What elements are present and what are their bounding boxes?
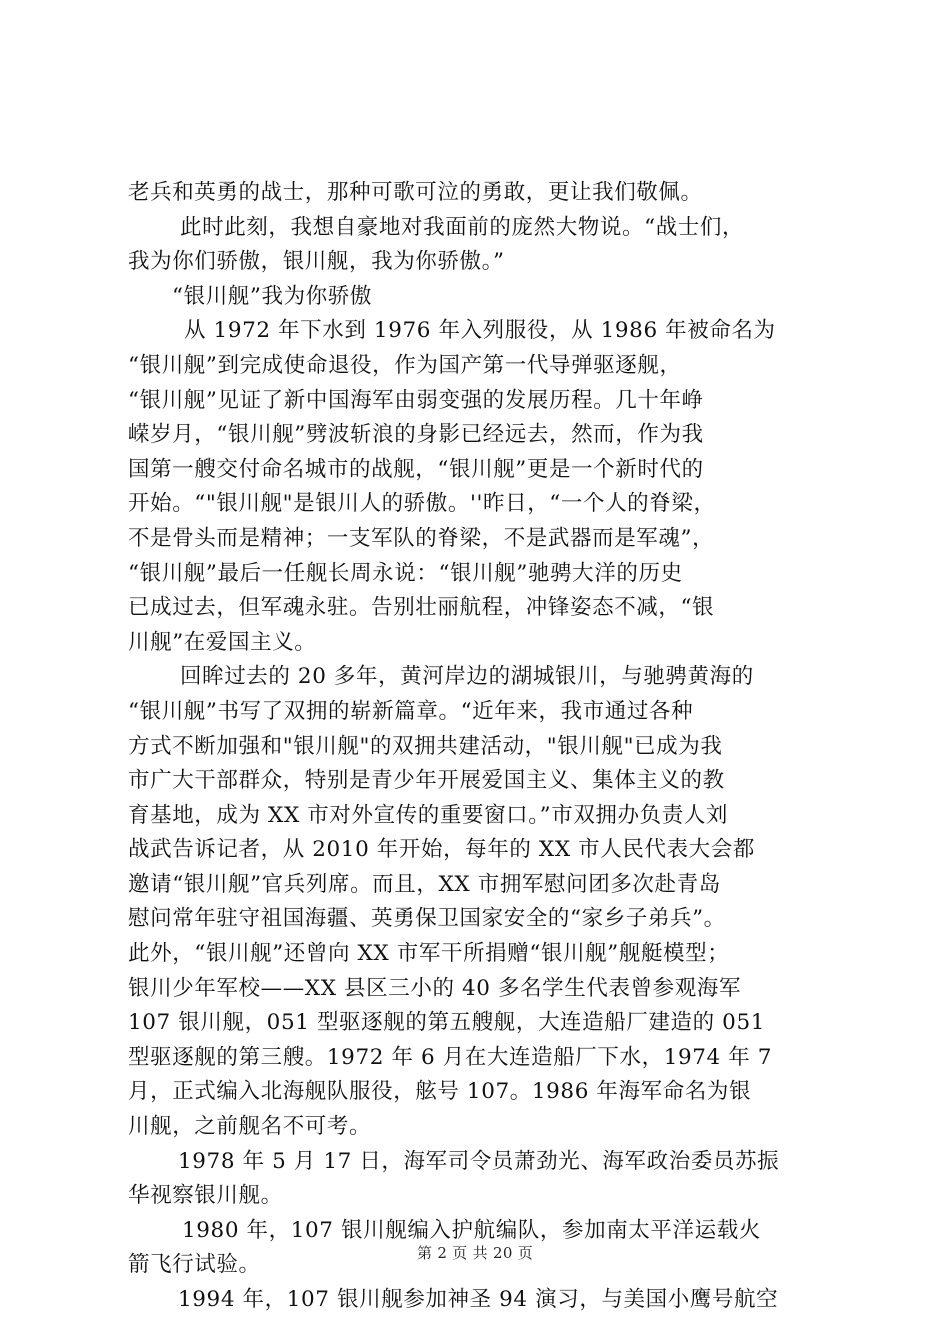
text-line: “银川舰”最后一任舰长周永说：“银川舰”驰骋大洋的历史 — [128, 560, 683, 586]
text-line: 1994 年，107 银川舰参加神圣 94 演习，与美国小鹰号航空 — [178, 1287, 779, 1312]
text-line: 国第一艘交付命名城市的战舰，“银川舰”更是一个新时代的 — [128, 456, 704, 482]
text-line: 方式不断加强和"银川舰"的双拥共建活动，"银川舰"已成为我 — [128, 733, 723, 759]
text-line: 1978 年 5 月 17 日，海军司令员萧劲光、海军政治委员苏振 — [178, 1148, 780, 1174]
text-line: 华视察银川舰。 — [128, 1183, 283, 1209]
text-line: 老兵和英勇的战士，那种可歌可泣的勇敢，更让我们敬佩。 — [128, 180, 703, 205]
text-line: 型驱逐舰的第三艘。1972 年 6 月在大连造船厂下水，1974 年 7 — [128, 1044, 773, 1070]
text-line: 慰问常年驻守祖国海疆、英勇保卫国家安全的“家乡子弟兵”。 — [128, 906, 726, 932]
text-line: 嵘岁月，“银川舰”劈波斩浪的身影已经远去，然而，作为我 — [128, 422, 704, 448]
text-line: 此外，“银川舰”还曾向 XX 市军干所捐赠“银川舰”舰艇模型； — [128, 941, 730, 967]
text-line: 107 银川舰，051 型驱逐舰的第五艘舰，大连造船厂建造的 051 — [128, 1010, 766, 1036]
text-line: 开始。“"银川舰"是银川人的骄傲。''昨日，“一个人的脊梁， — [128, 491, 716, 517]
text-line: 回眸过去的 20 多年，黄河岸边的湖城银川，与驰骋黄海的 — [180, 664, 754, 690]
text-line: “银川舰”到完成使命退役，作为国产第一代导弹驱逐舰， — [128, 352, 682, 378]
page-footer: 第 2 页 共 20 页 — [416, 1244, 534, 1262]
text-line: 箭飞行试验。 — [128, 1252, 261, 1278]
text-line: 川舰”在爱国主义。 — [128, 629, 317, 655]
text-line: 育基地，成为 XX 市对外宣传的重要窗口。”市双拥办负责人刘 — [128, 802, 729, 828]
document-body — [128, 176, 840, 1318]
text-line: 月，正式编入北海舰队服役，舷号 107。1986 年海军命名为银 — [128, 1079, 752, 1105]
text-line: 银川少年军校——XX 县区三小的 40 多名学生代表曾参观海军 — [128, 975, 742, 1001]
text-line: 邀请“银川舰”官兵列席。而且，XX 市拥军慰问团多次赴青岛 — [128, 871, 721, 897]
text-line: 战武告诉记者，从 2010 年开始，每年的 XX 市人民代表大会都 — [128, 837, 755, 863]
text-line: 1980 年，107 银川舰编入护航编队，参加南太平洋运载火 — [182, 1217, 761, 1243]
text-line: “银川舰”我为你骄傲 — [172, 283, 372, 309]
text-line: 川舰，之前舰名不可考。 — [128, 1114, 372, 1140]
text-line: 此时此刻，我想自豪地对我面前的庞然大物说。“战士们， — [180, 214, 745, 240]
text-line: 我为你们骄傲，银川舰，我为你骄傲。” — [128, 249, 505, 275]
text-line: 不是骨头而是精神；一支军队的脊梁，不是武器而是军魂”， — [128, 525, 715, 551]
text-line: “银川舰”见证了新中国海军由弱变强的发展历程。几十年峥 — [128, 387, 704, 413]
text-line: 已成过去，但军魂永驻。告别壮丽航程，冲锋姿态不减，“银 — [128, 595, 715, 621]
text-line: 从 1972 年下水到 1976 年入列服役，从 1986 年被命名为 — [184, 318, 776, 344]
text-line: “银川舰”书写了双拥的崭新篇章。“近年来，我市通过各种 — [128, 698, 694, 724]
text-line: 市广大干部群众，特别是青少年开展爱国主义、集体主义的教 — [128, 768, 725, 794]
